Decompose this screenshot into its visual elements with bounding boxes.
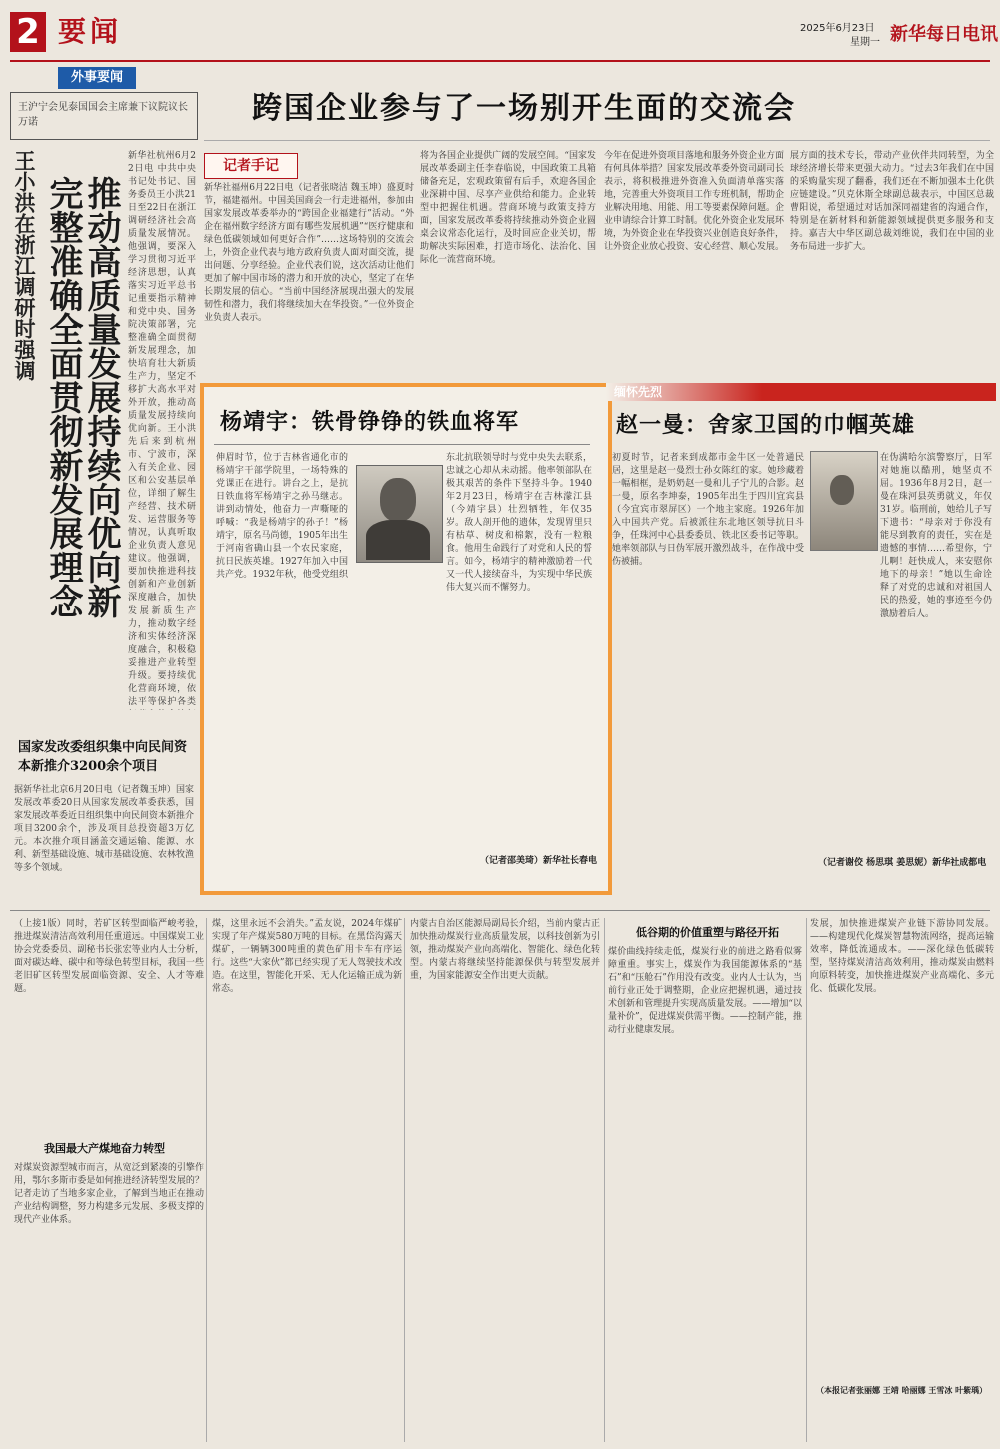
foreign-affairs-headline[interactable]: 王沪宁会见泰国国会主席兼下议院议长万诺 xyxy=(18,102,188,128)
ndrc-news-title[interactable]: 国家发改委组织集中向民间资本新推介3200余个项目 xyxy=(18,740,188,774)
lead-story-body: 新华社杭州6月22日电 中共中央书记处书记、国务委员王小洪21日至22日在浙江调研经济社会高质量发展情况。他强调，要深入学习贯彻习近平经济思想，认真落实习近平总书记重要指示精神和党中央、国务院决策部署，完整准确全面贯彻新发展理念，加快培育壮大新质生产力，坚定不移扩大高水平对外开放，推动高质量发展持续向优向新。王小洪先后来到杭州市、宁波市，深入有关企业、园区和公安基层单位，详细了解生产经营、技术研发、运营服务等情况，认真听取企业负责人意见建议。他强调，要加快推进科技创新和产业创新深度融合，加快发展新质生产力，推动数字经济和实体经济深度融合，积极稳妥推进产业转型升级。要持续优化营商环境，依法平等保护各类 xyxy=(128,151,196,707)
value-reshaping-subhead: 低谷期的价值重塑与路径开拓 xyxy=(636,926,779,939)
zhao-yiman-body-right: 在伪满哈尔滨警察厅，日军对她施以酷刑，她坚贞不屈。1936年8月2日，赵一曼在珠河县英勇就义，年仅31岁。临刑前，她给儿子写下遗书：“母亲对于你没有能尽到教育的责任，实在是遗憾的事情……希望你，宁儿啊！赶快成人，来安慰你地下的母亲！”她以生命诠释了对党的忠诚和对祖国人民的热爱，她的事迹至今仍激励着后人。 xyxy=(880,453,992,619)
lead-story-title-line2[interactable]: 完整准确全面贯彻新发展理念 xyxy=(43,176,83,618)
divider xyxy=(204,140,990,141)
column-rule xyxy=(206,918,207,1442)
photo-face xyxy=(830,475,854,505)
issue-date: 2025年6月23日 xyxy=(800,23,875,34)
lead-story-subtitle: 王小洪在浙江调研时强调 xyxy=(12,150,37,381)
divider xyxy=(214,444,590,445)
lead-story-title-line1[interactable]: 推动高质量发展持续向优向新 xyxy=(81,176,121,618)
zhao-yiman-byline: （记者谢佼 杨思琪 姜思妮）新华社成都电 xyxy=(818,858,987,868)
lower-column-1-bottom: 对煤炭资源型城市而言，从宽泛到紧凑的引擎作用，鄂尔多斯市委是如何推进经济转型发展的？记者走访了当地多家企业，了解到当地正在推动产业结构调整，努力构建多元发展、多极支撑的现代产业体系。 xyxy=(14,1163,204,1225)
main-headline[interactable]: 跨国企业参与了一场别开生面的交流会 xyxy=(252,91,796,126)
divider xyxy=(10,910,990,911)
column-rule xyxy=(806,918,807,1442)
lower-column-4: 煤价曲线持续走低，煤炭行业的前进之路看似雾障重重。事实上，煤炭作为我国能源体系的“基石”和“压舱石”作用没有改变。业内人士认为，当前行业正处于调整期，企业应把握机遇，通过技术创新和管理提升实现高质量发展。——增加“以量补价”，促进煤炭供需平衡。——控制产能，推动行业健康发展。 xyxy=(608,947,802,1035)
header-divider xyxy=(10,60,990,62)
article-column: 将为各国企业提供广阔的发展空间。“国家发展改革委副主任李春临说，中国政策工具箱储备充足，宏观政策留有后手，欢迎各国企业深耕中国、尽享产业供给和能力。企业转型中把握住机遇。营商环境与政策支持方面，国家发展改革委将持续推动外资企业圆桌会议常态化运行，及时回应企业关切，帮助解决实际困难，打造市场化、法治化、国际化一流营商环境。 xyxy=(420,151,596,265)
reporter-note-badge: 记者手记 xyxy=(204,153,298,179)
yang-jingyu-byline: （记者邵美琦）新华社长春电 xyxy=(480,856,598,866)
yang-jingyu-intro: 伸眉时节，位于吉林省通化市的杨靖宇干部学院里，一场特殊的党课正在进行。讲台之上，是抗日铁血将军杨靖宇之孙马继志。讲到动情处，他奋力一声嘶哑的呼喊：“我是杨靖宇的孙子！”杨靖宇，原名马尚德，1905年出生于河南省确山县一个农民家庭，抗日民族英雄。1927年加入中国共产党。1932年秋，他受党组织 xyxy=(216,453,348,580)
column-rule xyxy=(404,918,405,1442)
foreign-affairs-tag: 外事要闻 xyxy=(58,67,136,89)
article-column: 今年在促进外资项目落地和服务外资企业方面有何具体举措？国家发展改革委外资司副司长表示，将积极推进外资准入负面清单落实落地，完善重大外资项目工作专班机制，帮助企业解决用地、用能、用工等要素保障问题。企业申请综合计算工时制。优化外资企业发展环境，为外资企业在华投资兴业创造良好条件，让外资企业放心投资、安心经营、顺心发展。 xyxy=(604,151,784,252)
yang-jingyu-body: 东北抗联领导时与党中央失去联系，忠诚之心却从未动摇。他率领部队在极其艰苦的条件下坚持斗争。1940年2月23日，杨靖宇在吉林濛江县（今靖宇县）壮烈牺牲，年仅35岁。敌人剖开他的遗体，发现胃里只有枯草、树皮和棉絮，没有一粒粮食。他用生命践行了对党和人民的誓言。如今，杨靖宇的精神激励着一代又一代人接续奋斗，为实现中华民族伟大复兴而不懈努力。 xyxy=(446,453,592,593)
reporter-note-body: 新华社福州6月22日电（记者张晓洁 魏玉坤）盛夏时节，福建福州。中国美国商会一行走进福州，参加由国家发展改革委举办的“跨国企业福建行”活动。“外企在福州数字经济方面有哪些发展机遇”“医疗健康和绿色低碳领域如何更好合作”……这场特别的交流会上，外资企业代表与地方政府负责人面对面交流，提出问题、分享经验。企业代表们说，这次活动让他们更加了解中国市场的潜力和开放的决心，坚定了在华长期发展的信心。“当前中国经济展现出强大的发展韧性和潜力，我们将继续加大在华投资。”一位外资企业负责人表示。 xyxy=(204,183,414,323)
page-number: 2 xyxy=(10,12,46,52)
lower-column-2: 煤，这里永远不会消失。”孟友说，2024年煤矿实现了年产煤炭580万吨的目标。在黑岱沟露天煤矿，一辆辆300吨重的黄色矿用卡车有序运行。这些“大家伙”都已经实现了无人驾驶技术改造。在这里，智能化开采、无人化运输正成为新常态。 xyxy=(212,919,402,994)
yang-jingyu-title[interactable]: 杨靖宇：铁骨铮铮的铁血将军 xyxy=(220,409,520,435)
article-column: 展方面的技术专长，带动产业伙伴共同转型，为全球经济增长带来更强大动力。“过去3年我们在中国的采购量实现了翻番，我们还在不断加强本土化供应链建设。”贝克休斯全球副总裁表示，中国区总裁曹阳说，希望通过对话加深同福建省的沟通合作，特别是在新材料和新能源领域提供更多服务和支持。嘉吉大中华区副总裁刘维说，我们在中国的业务布局进一步扩大。 xyxy=(790,151,994,252)
portrait-face xyxy=(380,478,416,522)
zhao-yiman-title[interactable]: 赵一曼：舍家卫国的巾帼英雄 xyxy=(616,412,916,438)
zhao-yiman-body-left: 初夏时节，记者来到成都市金牛区一处普通民居，这里是赵一曼烈士孙女陈红的家。她珍藏着一幅相框，是奶奶赵一曼和儿子宁儿的合影。赵一曼，原名李坤泰，1905年出生于四川宜宾县（今宜宾市翠屏区）一个地主家庭。1926年加入中国共产党。后被派往东北地区领导抗日斗争，任珠河中心县委委员、铁北区委书记等职。她率领部队与日伪军展开激烈战斗，在作战中受伤被捕。 xyxy=(612,453,804,567)
lower-story-byline: （本报记者张丽娜 王靖 哈丽娜 王雪冰 叶紫瑀） xyxy=(816,1386,988,1395)
ndrc-news-body: 据新华社北京6月20日电（记者魏玉坤）国家发展改革委20日从国家发展改革委获悉，国家发展改革委近日组织集中向民间资本新推介项目3200余个，涉及项目总投资超3万亿元。本次推介项目涵盖交通运输、能源、水利、新型基础设施、城市基础设施、农林牧渔等多个领域。 xyxy=(14,785,194,873)
coal-transition-subhead: 我国最大产煤地奋力转型 xyxy=(44,1142,165,1155)
lower-column-5: 发展，加快推进煤炭产业链下游协同发展。——构建现代化煤炭智慧物流网络，提高运输效率，降低流通成本。——深化绿色低碳转型，坚持煤炭清洁高效利用，推动煤炭由燃料向原料转变，加快推进煤炭产业高端化、多元化、低碳化发展。 xyxy=(810,919,994,994)
newspaper-brand: 新华每日电讯 xyxy=(890,24,998,45)
lower-column-3: 内蒙古自治区能源局副局长介绍，当前内蒙古正加快推动煤炭行业高质量发展，以科技创新为引领，推动煤炭产业向高端化、智能化、绿色化转型。内蒙古将继续坚持能源保供与转型发展并重，为国家能源安全作出更大贡献。 xyxy=(410,919,600,981)
lower-column-1-top: （上接1版）同时，若矿区转型面临严峻考验，推进煤炭清洁高效利用任重道远。中国煤炭工业协会党委委员、副秘书长张宏等业内人士分析，面对碳达峰、碳中和等绿色转型目标，我国一些老旧矿区转型发展面临资源、安全、人才等难题。 xyxy=(14,919,204,994)
feature-section-label: 缅怀先烈 xyxy=(606,383,996,401)
section-title: 要闻 xyxy=(58,15,123,48)
issue-weekday: 星期一 xyxy=(850,37,880,48)
portrait-body xyxy=(366,520,430,560)
column-rule xyxy=(604,918,605,1442)
